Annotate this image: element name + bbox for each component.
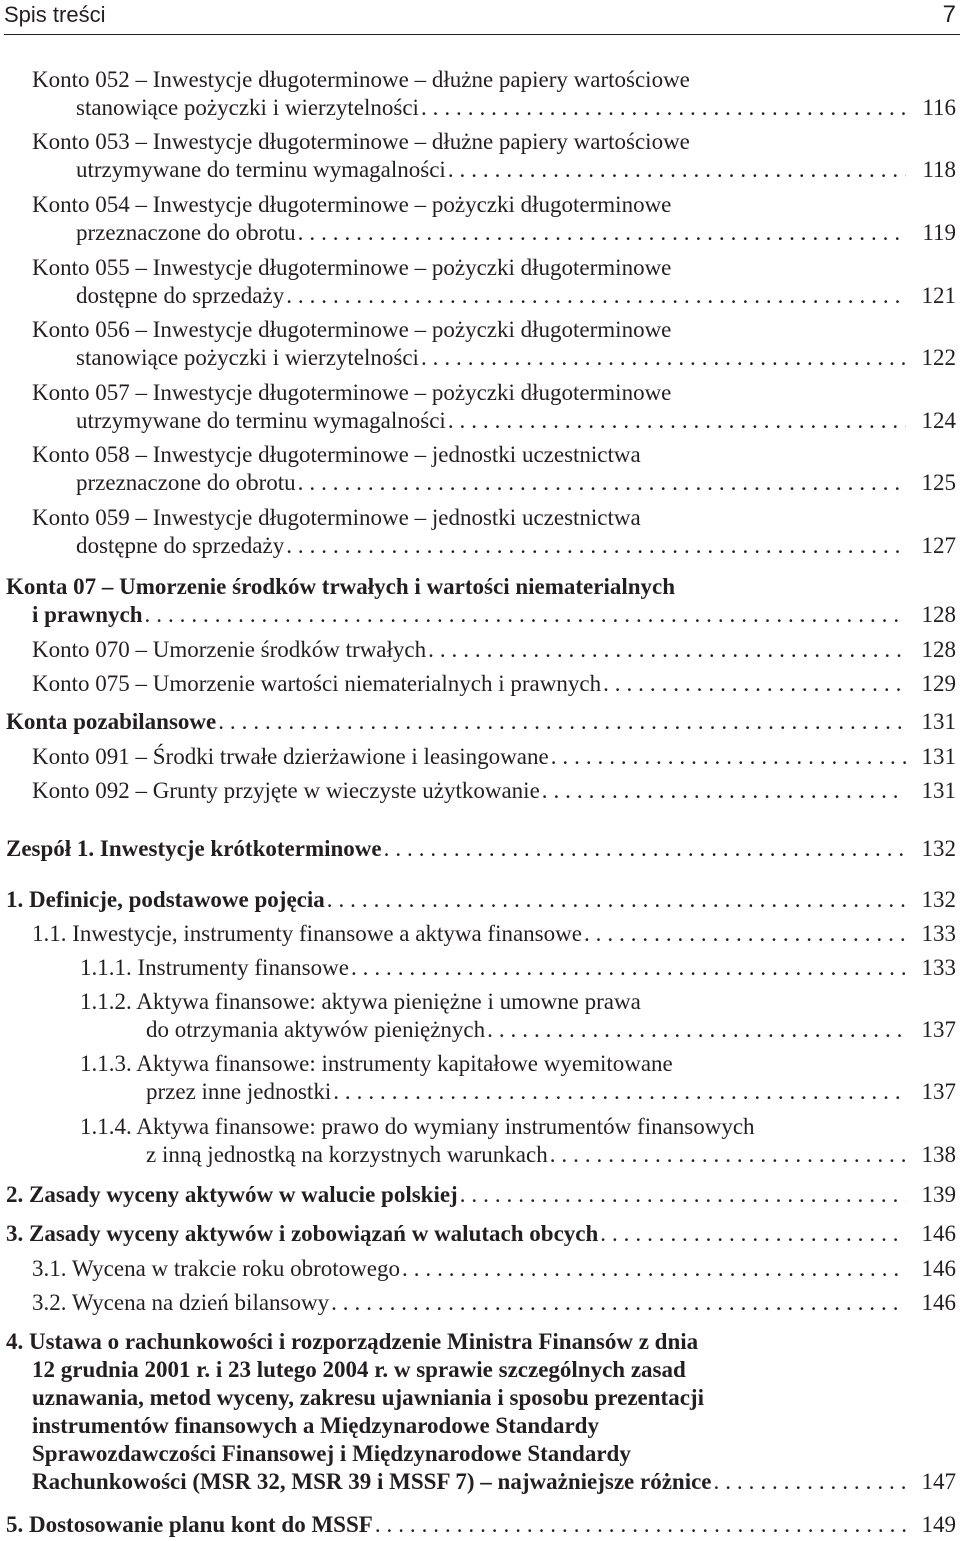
toc-page-number: 146 [921, 1290, 956, 1315]
toc-page-number: 146 [921, 1221, 956, 1246]
toc-entry-section-2[interactable] [6, 1181, 960, 1209]
dot-leader [448, 407, 906, 435]
toc-entry-section-1[interactable] [6, 886, 960, 914]
toc-entry-konta-pozabilansowe[interactable] [6, 708, 960, 736]
toc-entry-title-line: przeznaczone do obrotu [76, 470, 296, 495]
toc-entry-section-1-1[interactable] [32, 920, 960, 948]
dot-leader [600, 1220, 906, 1248]
toc-entry-title-line: 1.1.1. Instrumenty finansowe [80, 955, 349, 980]
toc-entry-konto-070[interactable] [32, 636, 960, 664]
dot-leader [327, 886, 906, 914]
toc-entry-zespol-1[interactable] [6, 835, 960, 863]
dot-leader [333, 1078, 906, 1106]
toc-entry-title-line: stanowiące pożyczki i wierzytelności [76, 95, 419, 120]
toc-entry-konto-053[interactable] [32, 128, 960, 184]
toc-entry-title-line: 3.1. Wycena w trakcie roku obrotowego [32, 1256, 400, 1281]
toc-entry-title-line: 1.1. Inwestycje, instrumenty finansowe a aktywa finansowe [32, 921, 582, 946]
toc-page-number: 128 [921, 637, 956, 662]
dot-leader [351, 954, 906, 982]
toc-entry-title-line: Konto 056 – Inwestycje długoterminowe – pożyczki długoterminowe [32, 317, 672, 342]
toc-page-number: 131 [921, 744, 956, 769]
toc-entry-title-line: uznawania, metod wyceny, zakresu ujawniania i sposobu prezentacji [32, 1385, 704, 1410]
toc-page-number: 116 [922, 95, 956, 120]
dot-leader [428, 636, 906, 664]
toc-entry-section-3-1[interactable] [32, 1255, 960, 1283]
toc-page-number: 149 [921, 1512, 956, 1537]
toc-entry-title-line: i prawnych [32, 602, 143, 627]
dot-leader [487, 1016, 906, 1044]
page-number: 7 [942, 1, 956, 28]
toc-page-number: 118 [922, 157, 956, 182]
toc-entry-title-line: Zespół 1. Inwestycje krótkoterminowe [6, 836, 382, 861]
toc-entry-title-line: Konto 054 – Inwestycje długoterminowe – pożyczki długoterminowe [32, 192, 672, 217]
toc-entry-section-3[interactable] [6, 1220, 960, 1248]
toc-page-number: 131 [921, 778, 956, 803]
toc-entry-title-line: Rachunkowości (MSR 32, MSR 39 i MSSF 7) – najważniejsze różnice [32, 1469, 712, 1494]
toc-page-number: 132 [921, 836, 956, 861]
toc-page-number: 124 [921, 408, 956, 433]
toc-entry-title-line: przeznaczone do obrotu [76, 220, 296, 245]
toc-entry-section-4[interactable] [6, 1328, 960, 1496]
toc-entry-title-line: Konto 070 – Umorzenie środków trwałych [32, 637, 427, 662]
toc-page-number: 147 [921, 1469, 956, 1494]
toc-entry-konto-075[interactable] [32, 670, 960, 698]
toc-page-number: 121 [921, 283, 956, 308]
toc-entry-title-line: przez inne jednostki [146, 1079, 332, 1104]
dot-leader [542, 777, 906, 805]
dot-leader [421, 344, 906, 372]
toc-page-number: 133 [921, 921, 956, 946]
toc-page-number: 127 [921, 533, 956, 558]
toc-page-number: 133 [921, 955, 956, 980]
toc-entry-title-line: Konto 053 – Inwestycje długoterminowe – dłużne papiery wartościowe [32, 129, 690, 154]
toc-entry-title-line: Konto 057 – Inwestycje długoterminowe – pożyczki długoterminowe [32, 380, 672, 405]
toc-entry-section-5[interactable] [6, 1511, 960, 1539]
toc-entry-section-1-1-1[interactable] [80, 954, 960, 982]
toc-entry-title-line: Konto 059 – Inwestycje długoterminowe – jednostki uczestnictwa [32, 505, 641, 530]
toc-entry-title-line: Konto 055 – Inwestycje długoterminowe – pożyczki długoterminowe [32, 255, 672, 280]
dot-leader [331, 1289, 906, 1317]
toc-page-number: 146 [921, 1256, 956, 1281]
toc-entry-title-line: utrzymywane do terminu wymagalności [76, 408, 446, 433]
dot-leader [421, 94, 906, 122]
toc-entry-konto-091[interactable] [32, 743, 960, 771]
toc-entry-konto-059[interactable] [32, 504, 960, 560]
dot-leader [218, 708, 906, 736]
running-header-title: Spis treści [4, 2, 106, 27]
toc-entry-title-line: 1.1.3. Aktywa finansowe: instrumenty kapitałowe wyemitowane [80, 1051, 673, 1076]
dot-leader [714, 1468, 906, 1496]
toc-page-number: 131 [921, 709, 956, 734]
toc-entry-konto-052[interactable] [32, 66, 960, 122]
toc-page-number: 138 [921, 1142, 956, 1167]
toc-page-number: 137 [921, 1079, 956, 1104]
toc-entry-title-line: dostępne do sprzedaży [76, 283, 285, 308]
toc-entry-konto-058[interactable] [32, 441, 960, 497]
toc-entry-title-line: 12 grudnia 2001 r. i 23 lutego 2004 r. w sprawie szczególnych zasad [32, 1357, 686, 1382]
dot-leader [375, 1511, 906, 1539]
toc-entry-konto-054[interactable] [32, 191, 960, 247]
toc-page-number: 122 [921, 345, 956, 370]
toc-entry-konta-07[interactable] [6, 573, 960, 629]
toc-entry-title-line: 3. Zasady wyceny aktywów i zobowiązań w walutach obcych [6, 1221, 599, 1246]
dot-leader [550, 1141, 906, 1169]
toc-entry-section-1-1-2[interactable] [80, 988, 960, 1044]
toc-entry-title-line: 4. Ustawa o rachunkowości i rozporządzenie Ministra Finansów z dnia [6, 1329, 699, 1354]
toc-page-number: 139 [921, 1182, 956, 1207]
toc-entry-title-line: Konto 075 – Umorzenie wartości niematerialnych i prawnych [32, 671, 602, 696]
toc-page-number: 125 [921, 470, 956, 495]
toc-entry-title-line: z inną jednostką na korzystnych warunkach [146, 1142, 548, 1167]
toc-entry-title-line: Konto 091 – Środki trwałe dzierżawione i leasingowane [32, 744, 549, 769]
toc-entry-title-line: 1.1.4. Aktywa finansowe: prawo do wymiany instrumentów finansowych [80, 1114, 755, 1139]
toc-entry-title-line: Konta pozabilansowe [6, 709, 217, 734]
toc-entry-title-line: Konto 058 – Inwestycje długoterminowe – jednostki uczestnictwa [32, 442, 641, 467]
dot-leader [402, 1255, 906, 1283]
toc-page-number: 119 [922, 220, 956, 245]
toc-entry-title-line: utrzymywane do terminu wymagalności [76, 157, 446, 182]
dot-leader [145, 601, 906, 629]
toc-entry-title-line: 1. Definicje, podstawowe pojęcia [6, 887, 325, 912]
dot-leader [286, 532, 906, 560]
toc-entry-title-line: Konto 052 – Inwestycje długoterminowe – dłużne papiery wartościowe [32, 67, 690, 92]
toc-entry-title-line: instrumentów finansowych a Międzynarodowe Standardy [32, 1413, 599, 1438]
dot-leader [286, 282, 906, 310]
toc-entry-title-line: 2. Zasady wyceny aktywów w walucie polskiej [6, 1182, 458, 1207]
dot-leader [298, 219, 906, 247]
toc-entry-konto-057[interactable] [32, 379, 960, 435]
toc-page-number: 129 [921, 671, 956, 696]
toc-page-number: 137 [921, 1017, 956, 1042]
dot-leader [298, 469, 906, 497]
dot-leader [603, 670, 906, 698]
toc-entry-title-line: dostępne do sprzedaży [76, 533, 285, 558]
toc-entry-title-line: 5. Dostosowanie planu kont do MSSF [6, 1512, 373, 1537]
toc-entry-title-line: stanowiące pożyczki i wierzytelności [76, 345, 419, 370]
dot-leader [448, 156, 906, 184]
toc-entry-section-1-1-4[interactable] [80, 1113, 960, 1169]
toc-entry-title-line: Konta 07 – Umorzenie środków trwałych i wartości niematerialnych [6, 574, 676, 599]
toc-page-number: 128 [921, 602, 956, 627]
toc-entry-title-line: Konto 092 – Grunty przyjęte w wieczyste użytkowanie [32, 778, 540, 803]
toc-entry-section-3-2[interactable] [32, 1289, 960, 1317]
toc-entry-konto-092[interactable] [32, 777, 960, 805]
toc-entry-konto-055[interactable] [32, 254, 960, 310]
dot-leader [460, 1181, 906, 1209]
toc-entry-title-line: 3.2. Wycena na dzień bilansowy [32, 1290, 330, 1315]
toc-entry-konto-056[interactable] [32, 316, 960, 372]
dot-leader [384, 835, 906, 863]
toc-entry-title-line: 1.1.2. Aktywa finansowe: aktywa pieniężne i umowne prawa [80, 989, 641, 1014]
dot-leader [551, 743, 906, 771]
toc-entry-section-1-1-3[interactable] [80, 1050, 960, 1106]
toc-entry-title-line: do otrzymania aktywów pieniężnych [146, 1017, 486, 1042]
toc-entry-title-line: Sprawozdawczości Finansowej i Międzynarodowe Standardy [32, 1441, 631, 1466]
dot-leader [584, 920, 906, 948]
toc-page-number: 132 [921, 887, 956, 912]
